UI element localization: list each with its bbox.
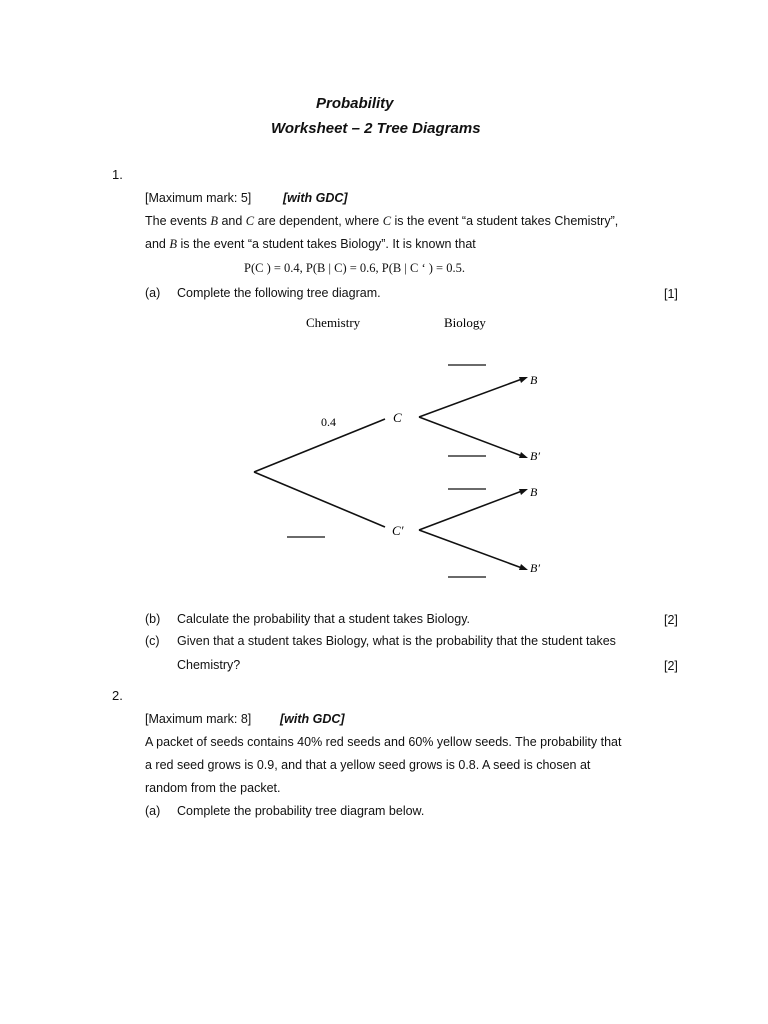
q1-part-a-label: (a) <box>145 286 161 300</box>
branch-c-to-b-prime <box>419 417 522 456</box>
branch-c-to-b <box>419 379 522 417</box>
node-b-lower: B <box>530 485 538 499</box>
question-2-number: 2. <box>112 688 123 703</box>
worksheet-title-line2: Worksheet – 2 Tree Diagrams <box>271 120 481 137</box>
arrowhead-c-bprime <box>519 452 528 458</box>
q1-part-a-mark: [1] <box>664 287 678 301</box>
q1-part-c-mark: [2] <box>664 659 678 673</box>
node-bprime-upper: B′ <box>530 449 540 463</box>
branch-cprime-to-b <box>419 491 522 530</box>
worksheet-title-line1: Probability <box>316 95 394 112</box>
q1-gdc-note: [with GDC] <box>283 191 348 205</box>
q1-part-b-text: Calculate the probability that a student takes Biology. <box>177 612 470 626</box>
q1-part-c-text-line1: Given that a student takes Biology, what is the probability that the student takes <box>177 634 616 648</box>
prob-c-label: 0.4 <box>321 415 336 429</box>
arrowhead-c-b <box>519 377 528 383</box>
q1-stem-line2: and B is the event “a student takes Biology”. It is known that <box>145 237 476 251</box>
q1-part-c-label: (c) <box>145 634 160 648</box>
q1-part-b-mark: [2] <box>664 613 678 627</box>
q1-given-probabilities: P(C ) = 0.4, P(B | C) = 0.6, P(B | C ‘ ) = 0.5. <box>244 261 465 275</box>
q1-part-b-label: (b) <box>145 612 161 626</box>
q2-max-mark: [Maximum mark: 8] <box>145 712 252 726</box>
q2-stem-line3: random from the packet. <box>145 781 281 795</box>
node-bprime-lower: B′ <box>530 561 540 575</box>
question-1-number: 1. <box>112 167 123 182</box>
tree-heading-biology: Biology <box>444 315 486 330</box>
node-b-upper: B <box>530 373 538 387</box>
arrowhead-cprime-b <box>519 489 528 495</box>
q1-tree-diagram <box>0 300 768 600</box>
node-c: C <box>393 410 402 425</box>
q1-part-a-text: Complete the following tree diagram. <box>177 286 381 300</box>
tree-heading-chemistry: Chemistry <box>306 315 361 330</box>
q2-part-a-text: Complete the probability tree diagram below. <box>177 804 425 818</box>
branch-root-to-c-prime <box>254 472 385 527</box>
arrowhead-cprime-bprime <box>519 564 528 570</box>
q2-part-a-label: (a) <box>145 804 161 818</box>
branch-cprime-to-bprime <box>419 530 522 568</box>
branch-root-to-c <box>254 419 385 472</box>
q1-max-mark: [Maximum mark: 5] <box>145 191 252 205</box>
q2-stem-line1: A packet of seeds contains 40% red seeds and 60% yellow seeds. The probability that <box>145 735 622 749</box>
q1-stem-line1: The events B and C are dependent, where C is the event “a student takes Chemistry”, <box>145 214 619 228</box>
q2-stem-line2: a red seed grows is 0.9, and that a yellow seed grows is 0.8. A seed is chosen at <box>145 758 591 772</box>
q1-part-c-text-line2: Chemistry? <box>177 658 241 672</box>
node-c-prime: C′ <box>392 523 404 538</box>
q2-gdc-note: [with GDC] <box>280 712 345 726</box>
